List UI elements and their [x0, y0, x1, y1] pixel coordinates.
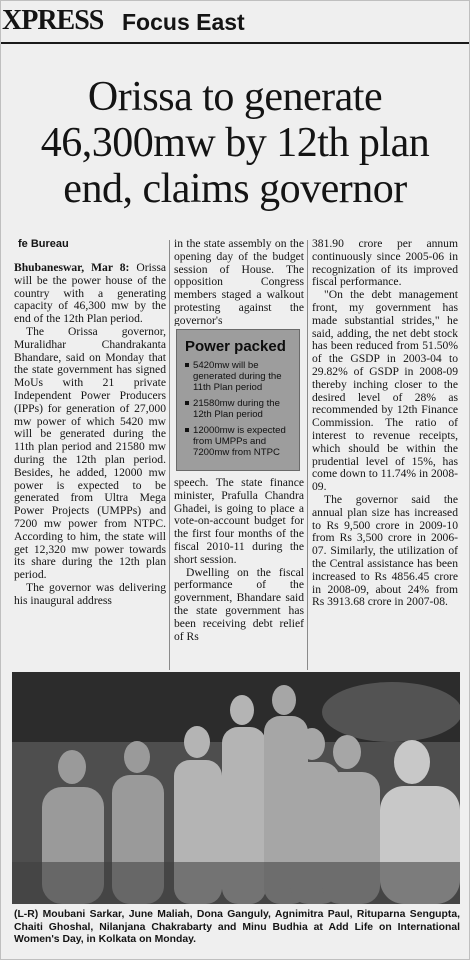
- news-photo: [12, 672, 460, 904]
- factbox-item: 21580mw during the 12th Plan period: [185, 398, 293, 420]
- byline: fe Bureau: [18, 238, 69, 250]
- masthead: [0, 0, 470, 44]
- article-column-3: [312, 238, 458, 670]
- factbox-item: 12000mw is expected from UMPPs and 7200mw from NTPC: [185, 425, 293, 458]
- article-paragraph: The governor said the annual plan size has increased to Rs 9,500 crore in 2009-10 from Rs 3,500 crore in 2006-07. Similarly, the utilization of the Central assistance has been increased to Rs 4856.45 crore in 2008-09, about 24% from Rs 3913.68 crore in 2007-08.: [312, 492, 458, 609]
- article-column-1: [14, 262, 166, 670]
- column-divider: [307, 240, 308, 670]
- headline: [10, 74, 460, 212]
- article-paragraph: The Orissa governor, Muralidhar Chandrakanta Bhandare, said on Monday that the state government has signed MoUs with 21 private Independent Power Producers (IPPs) for generation of 27,000 mw power of which 5420 mw will be generated during the 11th plan period and 21580 mw during the 12th plan period. Besides, he added, 12000 mw power is expected to be generated from Ultra Mega Power Projects (UMPPs) and 7200 mw power from NTPC. According to him, the state will get 12,320 mw power towards its share during the 12th plan period.: [14, 324, 166, 582]
- factbox-item: 5420mw will be generated during the 11th Plan period: [185, 360, 293, 393]
- dateline: Bhubaneswar, Mar 8:: [14, 262, 130, 274]
- column-divider: [169, 240, 170, 670]
- section-title: Focus East: [122, 9, 245, 35]
- article-paragraph: 381.90 crore per annum continuously since 2005-06 in recognization of its improved fiscal performance.: [312, 238, 458, 289]
- article-paragraph: "On the debt management front, my government has made substantial strides," he said, adding, the net debt stock has been reduced from 51.50% of the GSDP in 2003-04 to 29.82% of GSDP in 2008-09 thereby inching closer to the desired level of 28% as recommended by 12th Finance Commission. The ratio of interest to revenue receipts, which should be within the prudential level of 15%, has come down to 11.74% in 2008-09.: [312, 288, 458, 494]
- photo-caption: (L-R) Moubani Sarkar, June Maliah, Dona Ganguly, Agnimitra Paul, Rituparna Sengupta, Chaiti Ghoshal, Nilanjana Chakrabarty and Minu Budhia at Add Life on International Women's Day, in Kolkata on Monday.: [14, 909, 460, 946]
- article-paragraph: The governor was delivering his inaugural address: [14, 580, 166, 607]
- photo-illustration: [12, 672, 460, 904]
- article-paragraph: Bhubaneswar, Mar 8: Orissa will be the power house of the country with a generating capacity of 46,300 mw by the end of the 12th Plan period.: [14, 262, 166, 326]
- article-column-2-bottom: [174, 477, 304, 670]
- factbox-list: [177, 360, 299, 458]
- factbox: [176, 329, 300, 471]
- headline-line-3: end, claims governor: [63, 166, 407, 212]
- article-paragraph: speech. The state finance minister, Prafulla Chandra Ghadei, is going to place a vote-on-account budget for the first four months of the fiscal 2010-11 during the short session.: [174, 477, 304, 566]
- factbox-title: Power packed: [185, 338, 286, 355]
- article-paragraph: in the state assembly on the opening day of the budget session of House. The opposition Congress members staged a walkout protesting against the governor's: [174, 238, 304, 326]
- headline-line-1: Orissa to generate: [87, 74, 383, 120]
- article-paragraph: Dwelling on the fiscal performance of the government, Bhandare said the state government has been receiving debt relief of Rs: [174, 565, 304, 643]
- article-column-2-top: [174, 238, 304, 326]
- newspaper-name: XPRESS: [2, 5, 104, 36]
- headline-line-2: 46,300mw by 12th plan: [40, 120, 430, 166]
